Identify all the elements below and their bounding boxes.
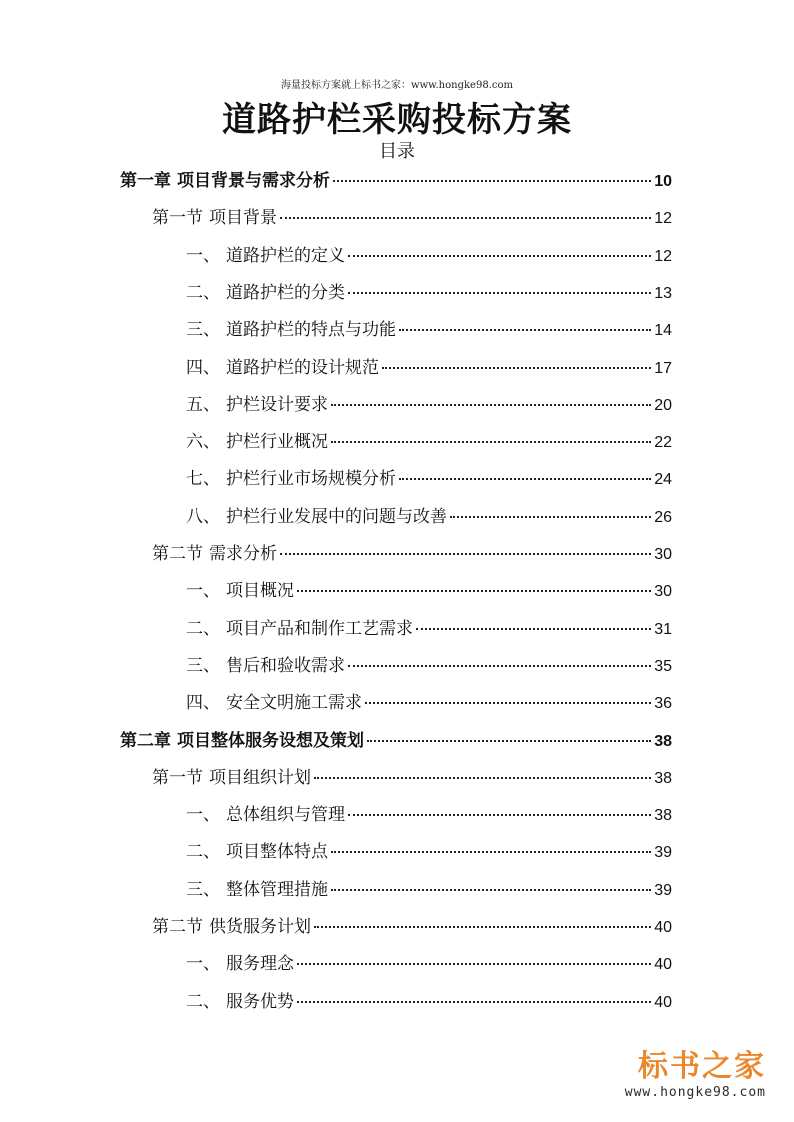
toc-leader-dots xyxy=(297,1001,651,1003)
toc-entry-title: 整体管理措施 xyxy=(226,879,328,900)
toc-entry[interactable] xyxy=(186,875,672,899)
toc-leader-dots xyxy=(382,367,651,369)
toc-entry-title: 项目概况 xyxy=(226,581,294,602)
toc-entry-number: 第二章 xyxy=(120,730,171,751)
toc-entry-title: 总体组织与管理 xyxy=(226,805,345,826)
toc-entry[interactable] xyxy=(120,726,672,750)
toc-entry[interactable] xyxy=(152,539,672,563)
toc-entry-page: 35 xyxy=(654,657,672,675)
toc-entry[interactable] xyxy=(152,203,672,227)
toc-entry-page: 14 xyxy=(654,322,672,340)
toc-entry-number: 一、 xyxy=(186,805,220,826)
toc-entry-title: 服务优势 xyxy=(226,991,294,1012)
toc-leader-dots xyxy=(416,628,651,630)
toc-heading: 目录 xyxy=(379,141,415,162)
toc-entry[interactable] xyxy=(186,800,672,824)
toc-entry-number: 第二节 xyxy=(152,917,203,937)
toc-entry[interactable] xyxy=(186,278,672,302)
toc-entry-title: 道路护栏的分类 xyxy=(226,282,345,303)
toc-entry[interactable] xyxy=(186,390,672,414)
toc-entry-title: 售后和验收需求 xyxy=(226,655,345,676)
toc-leader-dots xyxy=(331,851,651,853)
toc-entry-page: 20 xyxy=(654,396,672,414)
toc-leader-dots xyxy=(348,255,651,257)
toc-leader-dots xyxy=(314,777,651,779)
toc-entry[interactable] xyxy=(186,464,672,488)
toc-entry[interactable] xyxy=(186,353,672,377)
toc-entry-page: 40 xyxy=(654,956,672,974)
toc-entry-title: 项目产品和制作工艺需求 xyxy=(226,618,413,639)
toc-entry-page: 39 xyxy=(654,844,672,862)
toc-entry-title: 项目背景 xyxy=(209,208,277,229)
toc-entry-page: 38 xyxy=(654,732,672,750)
toc-leader-dots xyxy=(280,553,651,555)
toc-entry-number: 第二节 xyxy=(152,544,203,564)
toc-entry-number: 三、 xyxy=(186,655,220,676)
toc-entry-number: 二、 xyxy=(186,282,220,303)
toc-leader-dots xyxy=(367,740,651,742)
toc-entry-title: 需求分析 xyxy=(209,544,277,564)
toc-leader-dots xyxy=(333,180,651,182)
toc-leader-dots xyxy=(348,292,651,294)
toc-entry-page: 17 xyxy=(654,359,672,377)
toc-entry-number: 三、 xyxy=(186,320,220,341)
toc-entry-title: 项目组织计划 xyxy=(209,767,311,788)
toc-entry[interactable] xyxy=(186,651,672,675)
toc-entry[interactable] xyxy=(186,837,672,861)
toc-entry-page: 39 xyxy=(654,881,672,899)
toc-entry-number: 第一章 xyxy=(120,171,171,191)
brand-logo xyxy=(625,1041,766,1100)
toc-leader-dots xyxy=(280,217,651,219)
toc-entry-title: 道路护栏的设计规范 xyxy=(226,357,379,378)
toc-entry-number: 四、 xyxy=(186,693,220,714)
toc-entry[interactable] xyxy=(120,166,672,190)
toc-entry-title: 道路护栏的定义 xyxy=(226,245,345,266)
toc-entry-page: 40 xyxy=(654,919,672,936)
toc-entry-number: 四、 xyxy=(186,357,220,378)
toc-entry[interactable] xyxy=(186,614,672,638)
toc-entry[interactable] xyxy=(186,949,672,973)
toc-entry-page: 12 xyxy=(654,247,672,265)
toc-entry-number: 第一节 xyxy=(152,767,203,788)
toc-entry-page: 36 xyxy=(654,695,672,713)
toc-leader-dots xyxy=(399,329,651,331)
toc-entry-title: 道路护栏的特点与功能 xyxy=(226,320,396,341)
toc-entry[interactable] xyxy=(186,502,672,526)
toc-entry-page: 31 xyxy=(654,620,672,638)
toc-entry-title: 护栏设计要求 xyxy=(226,394,328,415)
toc-entry-number: 一、 xyxy=(186,954,220,975)
header-note: 海量投标方案就上标书之家：www.hongke98.com xyxy=(281,80,513,91)
toc-leader-dots xyxy=(297,590,651,592)
toc-entry-number: 八、 xyxy=(186,506,220,527)
toc-entry-number: 二、 xyxy=(186,842,220,863)
toc-leader-dots xyxy=(365,702,651,704)
toc-leader-dots xyxy=(348,665,651,667)
toc-entry-number: 一、 xyxy=(186,581,220,602)
toc-entry-page: 40 xyxy=(654,993,672,1011)
toc-entry-title: 护栏行业市场规模分析 xyxy=(226,469,396,490)
toc-entry-number: 六、 xyxy=(186,432,220,453)
toc-entry-page: 22 xyxy=(654,434,672,452)
toc-entry-title: 供货服务计划 xyxy=(209,917,311,937)
toc-entry-page: 30 xyxy=(654,583,672,601)
toc-entry-number: 第一节 xyxy=(152,208,203,229)
brand-logo-name: 标书之家 xyxy=(638,1049,766,1084)
toc-entry-number: 五、 xyxy=(186,394,220,415)
toc-entry[interactable] xyxy=(152,912,672,936)
toc-leader-dots xyxy=(450,516,651,518)
toc-leader-dots xyxy=(399,478,651,480)
brand-logo-url: www.hongke98.com xyxy=(624,1085,766,1100)
toc-entry[interactable] xyxy=(186,427,672,451)
toc-entry-title: 护栏行业发展中的问题与改善 xyxy=(226,506,447,527)
toc-leader-dots xyxy=(348,814,651,816)
toc-entry-number: 三、 xyxy=(186,879,220,900)
toc-leader-dots xyxy=(314,926,651,928)
toc-entry-page: 13 xyxy=(654,284,672,302)
toc-entry-number: 二、 xyxy=(186,618,220,639)
document-title: 道路护栏采购投标方案 xyxy=(222,100,572,140)
toc-entry[interactable] xyxy=(186,576,672,600)
toc-entry-page: 30 xyxy=(654,546,672,563)
toc-entry-title: 安全文明施工需求 xyxy=(226,693,362,714)
toc-entry[interactable] xyxy=(186,315,672,339)
toc-entry[interactable] xyxy=(186,688,672,712)
toc-entry[interactable] xyxy=(152,763,672,787)
toc-entry-title: 服务理念 xyxy=(226,954,294,975)
toc-leader-dots xyxy=(331,889,651,891)
toc-entry[interactable] xyxy=(186,241,672,265)
toc-entry[interactable] xyxy=(186,987,672,1011)
toc-entry-number: 一、 xyxy=(186,245,220,266)
toc-entry-number: 二、 xyxy=(186,991,220,1012)
toc-entry-title: 项目背景与需求分析 xyxy=(177,171,330,191)
toc-entry-page: 24 xyxy=(654,471,672,489)
toc-entry-page: 38 xyxy=(654,807,672,825)
toc-entry-title: 项目整体服务设想及策划 xyxy=(177,730,364,751)
toc-entry-page: 38 xyxy=(654,769,672,787)
toc-entry-page: 10 xyxy=(654,173,672,190)
toc-entry-page: 26 xyxy=(654,508,672,526)
toc-leader-dots xyxy=(331,404,651,406)
toc-entry-title: 护栏行业概况 xyxy=(226,432,328,453)
toc-leader-dots xyxy=(331,441,651,443)
toc-entry-number: 七、 xyxy=(186,469,220,490)
toc-leader-dots xyxy=(297,963,651,965)
toc-entry-title: 项目整体特点 xyxy=(226,842,328,863)
toc-entry-page: 12 xyxy=(654,210,672,228)
